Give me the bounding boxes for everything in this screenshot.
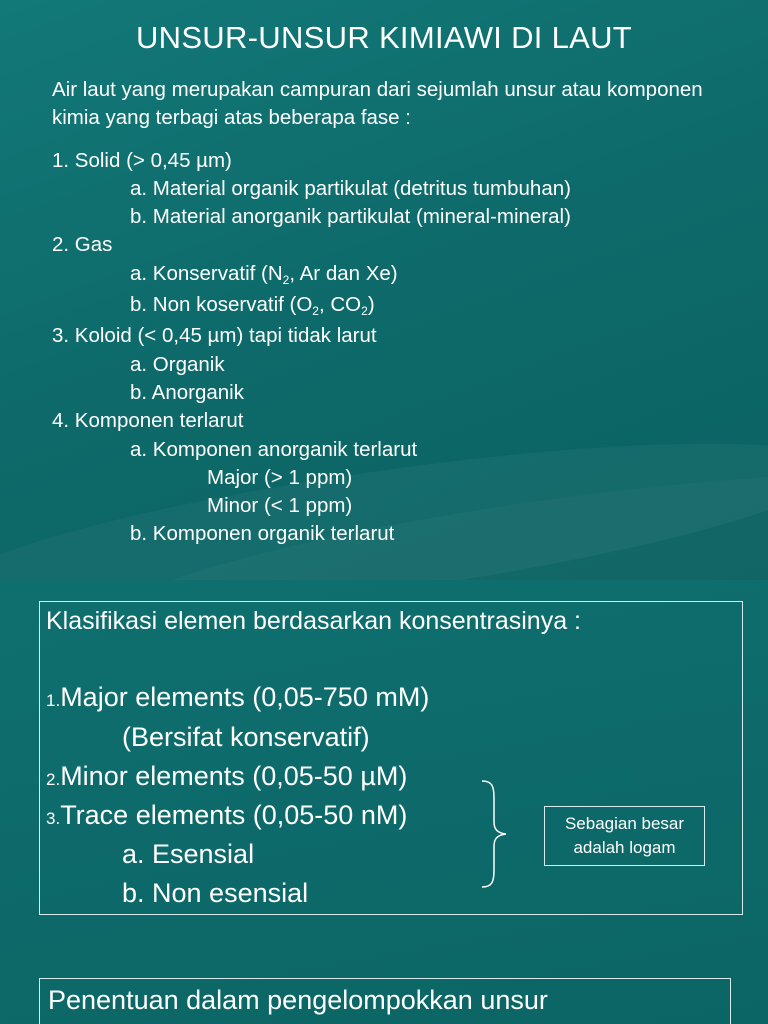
list-item-solid: 1. Solid (> 0,45 µm) [52,149,232,172]
list-item-terlarut: 4. Komponen terlarut [52,409,244,432]
list-item-minor: Minor (< 1 ppm) [207,494,353,517]
item-trace-elements: 3.Trace elements (0,05-50 nM) [46,800,408,830]
list-item-koloid-a: a. Organik [130,353,225,376]
list-item-solid-b: b. Material anorganik partikulat (mineral-mineral) [130,205,571,228]
callout-box [544,806,705,866]
curly-brace [478,778,510,890]
slide-2 [0,580,768,1024]
list-item-gas: 2. Gas [52,233,113,256]
list-item-solid-a: a. Material organik partikulat (detritus tumbuhan) [130,177,571,200]
item-trace-esensial: a. Esensial [122,839,255,869]
bottom-heading: Penentuan dalam pengelompokkan unsur [48,985,548,1015]
classification-heading: Klasifikasi elemen berdasarkan konsentrasinya : [46,607,581,635]
list-item-koloid: 3. Koloid (< 0,45 µm) tapi tidak larut [52,324,377,347]
list-item-gas-b: b. Non koservatif ($O_2$, $CO_2$) [130,293,375,318]
intro-paragraph: Air laut yang merupakan campuran dari sejumlah unsur atau komponen kimia yang terbagi atas beberapa fase : [52,78,703,129]
item-minor-elements: 2.Minor elements (0,05-50 µM) [46,761,408,791]
item-major-elements: 1.Major elements (0,05-750 mM) [46,682,430,712]
callout-line-2: adalah logam [573,838,676,857]
callout-line-1: Sebagian besar [564,814,685,833]
list-item-terlarut-b: b. Komponen organik terlarut [130,522,395,545]
list-item-major: Major (> 1 ppm) [207,466,353,489]
item-major-note: (Bersifat konservatif) [122,722,370,752]
list-item-gas-a: a. Konservatif ($N_2$, Ar dan Xe) [130,262,398,287]
slide-title: UNSUR-UNSUR KIMIAWI DI LAUT [135,20,633,55]
list-item-terlarut-a: a. Komponen anorganik terlarut [130,438,418,461]
item-trace-non-esensial: b. Non esensial [122,878,309,908]
list-item-koloid-b: b. Anorganik [130,381,244,404]
